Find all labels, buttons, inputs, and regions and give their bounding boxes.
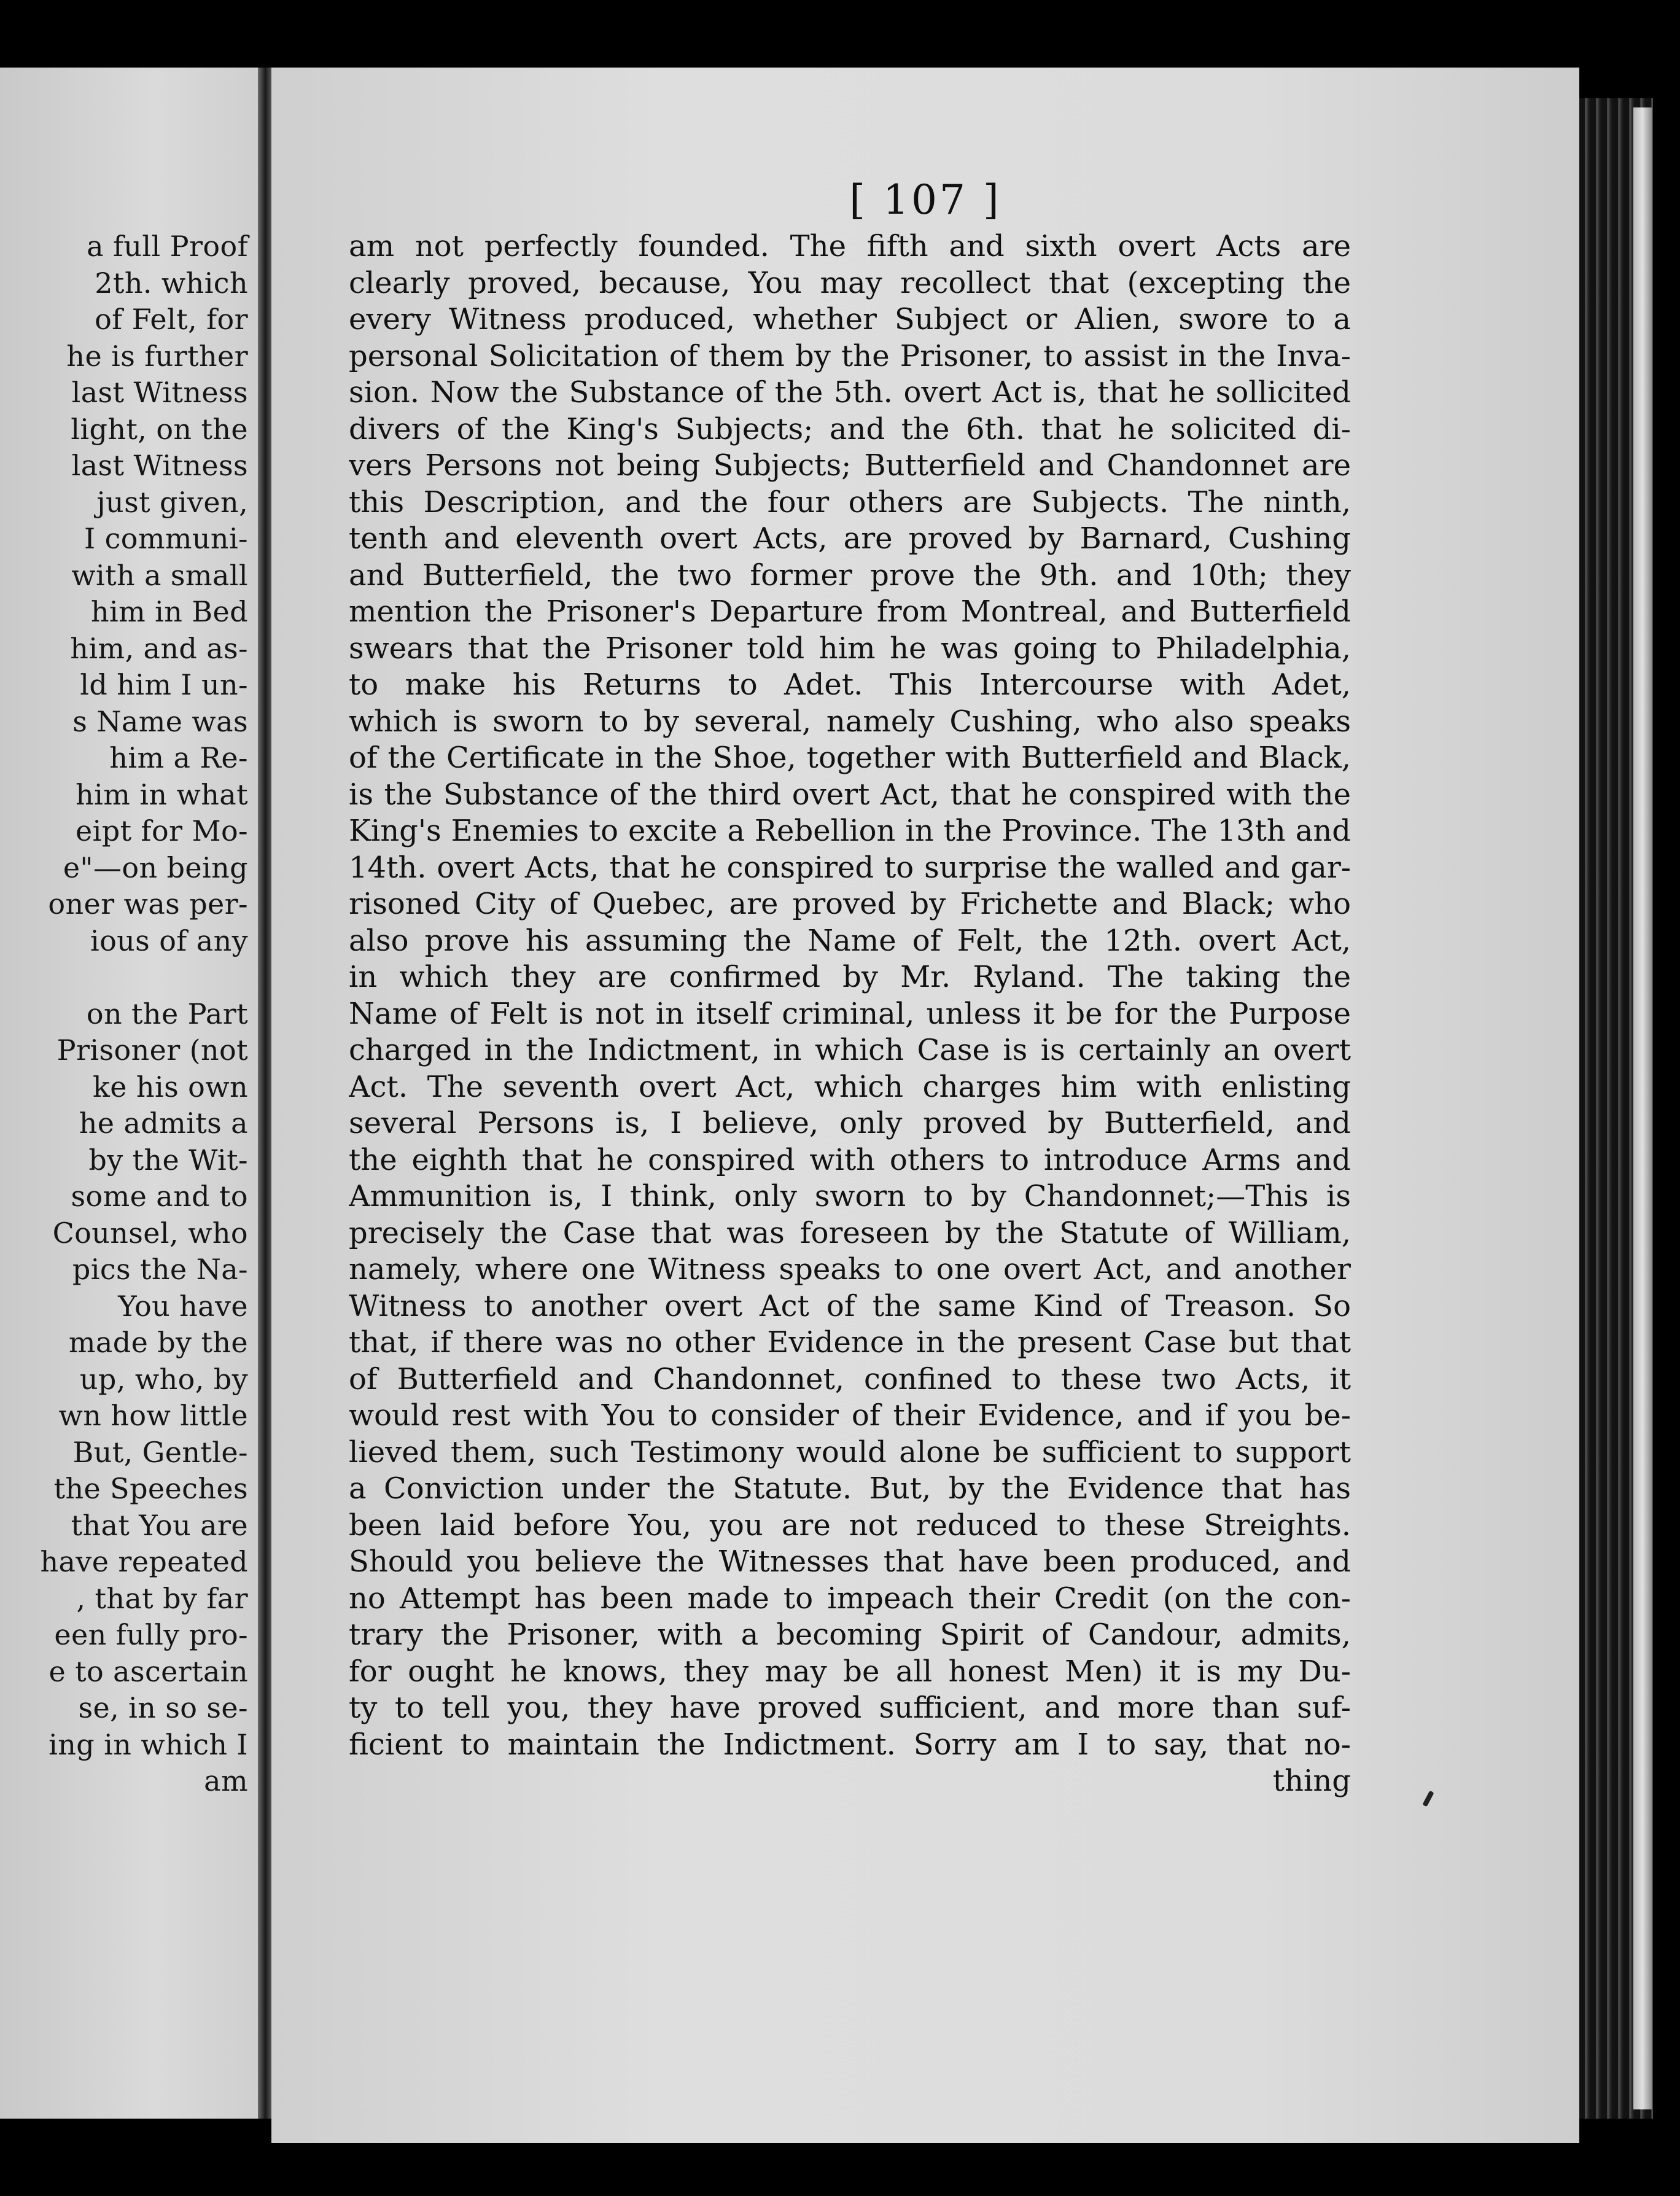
left-page-fragment — [0, 68, 258, 2119]
left-fragment-line: Prisoner (not — [56, 1034, 248, 1067]
left-fragment-line: of Felt, for — [95, 303, 248, 336]
left-fragment-line: ke his own — [93, 1070, 248, 1104]
text-line: ficient to maintain the Indictment. Sorry am I to say, that no- — [349, 1727, 1351, 1762]
text-line: 14th. overt Acts, that he conspired to surprise the walled and gar- — [349, 850, 1351, 885]
left-fragment-line: wn how little — [58, 1399, 248, 1432]
left-fragment-line: oner was per- — [48, 887, 248, 921]
book-edge-highlight — [1633, 107, 1652, 2109]
text-line: every Witness produced, whether Subject or Alien, swore to a — [349, 302, 1351, 337]
text-line: for ought he knows, they may be all honest Men) it is my Du- — [349, 1654, 1351, 1689]
text-line: also prove his assuming the Name of Felt, the 12th. overt Act, — [349, 923, 1351, 958]
text-line: Act. The seventh overt Act, which charges him with enlisting — [349, 1069, 1351, 1104]
text-line: Witness to another overt Act of the same Kind of Treason. So — [349, 1288, 1351, 1323]
left-fragment-line: ld him I un- — [80, 668, 248, 701]
left-fragment-line: pics the Na- — [72, 1253, 248, 1286]
text-line: namely, where one Witness speaks to one overt Act, and another — [349, 1252, 1351, 1287]
text-line: charged in the Indictment, in which Case is is certainly an overt — [349, 1033, 1351, 1067]
left-fragment-line: him in Bed — [90, 595, 248, 628]
text-line: mention the Prisoner's Departure from Montreal, and Butterfield — [349, 594, 1351, 629]
text-line: which is sworn to by several, namely Cushing, who also speaks — [349, 704, 1351, 739]
left-fragment-line: last Witness — [71, 449, 248, 482]
left-fragment-line: You have — [118, 1289, 248, 1323]
left-fragment-line: e to ascertain — [49, 1654, 248, 1688]
text-line: to make his Returns to Adet. This Intercourse with Adet, — [349, 668, 1351, 702]
text-line: am not perfectly founded. The fifth and sixth overt Acts are — [349, 229, 1351, 263]
left-fragment-line: se, in so se- — [78, 1691, 248, 1724]
left-fragment-line: ing in which I — [49, 1727, 248, 1761]
left-fragment-line: with a small — [71, 558, 248, 592]
left-fragment-line: last Witness — [71, 376, 248, 409]
text-line: sion. Now the Substance of the 5th. overt Act is, that he sollicited — [349, 375, 1351, 410]
page-number: [ 107 ] — [849, 176, 1001, 224]
left-fragment-line: e"—on being — [63, 851, 248, 884]
left-fragment-line: on the Part — [86, 997, 248, 1030]
left-fragment-line: the Speeches — [53, 1472, 248, 1505]
left-fragment-line: by the Wit- — [88, 1143, 248, 1177]
text-line: vers Persons not being Subjects; Butterfield and Chandonnet are — [349, 448, 1351, 483]
text-line: King's Enemies to excite a Rebellion in the Province. The 13th and — [349, 814, 1351, 848]
left-fragment-line: light, on the — [71, 412, 248, 446]
text-line: the eighth that he conspired with others to introduce Arms and — [349, 1142, 1351, 1177]
text-line: risoned City of Quebec, are proved by Frichette and Black; who — [349, 887, 1351, 921]
left-fragment-line: made by the — [68, 1326, 248, 1359]
text-line: and Butterfield, the two former prove the 9th. and 10th; they — [349, 558, 1351, 593]
left-fragment-line: some and to — [71, 1180, 248, 1213]
text-line: Should you believe the Witnesses that have been produced, and — [349, 1544, 1351, 1579]
left-fragment-line: him, and as- — [70, 631, 248, 665]
left-fragment-line: am — [204, 1764, 248, 1797]
left-fragment-line: he is further — [66, 339, 248, 373]
left-fragment-line: Counsel, who — [52, 1216, 248, 1250]
left-fragment-line: But, Gentle- — [72, 1435, 248, 1469]
left-fragment-line: that You are — [71, 1508, 248, 1542]
left-fragment-line: I communi- — [84, 522, 248, 555]
left-fragment-line: he admits a — [79, 1107, 248, 1140]
left-fragment-line: up, who, by — [79, 1362, 248, 1396]
text-line: been laid before You, you are not reduced to these Streights. — [349, 1508, 1351, 1543]
text-line: this Description, and the four others are Subjects. The ninth, — [349, 485, 1351, 520]
left-fragment-line: ious of any — [90, 924, 248, 957]
text-line: no Attempt has been made to impeach their Credit (on the con- — [349, 1581, 1351, 1616]
text-line: would rest with You to consider of their Evidence, and if you be- — [349, 1398, 1351, 1433]
left-fragment-line: him a Re- — [109, 741, 248, 774]
text-line: swears that the Prisoner told him he was going to Philadelphia, — [349, 631, 1351, 666]
left-fragment-line: , that by far — [76, 1581, 248, 1615]
left-fragment-line — [0, 959, 248, 996]
book-gutter — [258, 68, 271, 2119]
text-line: clearly proved, because, You may recollect that (excepting the — [349, 265, 1351, 300]
left-fragment-line: een fully pro- — [54, 1618, 248, 1651]
text-line: in which they are confirmed by Mr. Ryland. The taking the — [349, 960, 1351, 994]
text-line: Ammunition is, I think, only sworn to by Chandonnet;—This is — [349, 1179, 1351, 1213]
left-fragment-line: just given, — [96, 485, 248, 519]
text-line: is the Substance of the third overt Act, that he conspired with the — [349, 777, 1351, 812]
text-line: tenth and eleventh overt Acts, are proved by Barnard, Cushing — [349, 521, 1351, 556]
body-text — [349, 228, 1351, 1800]
text-line: a Conviction under the Statute. But, by the Evidence that has — [349, 1471, 1351, 1506]
text-line: trary the Prisoner, with a becoming Spirit of Candour, admits, — [349, 1618, 1351, 1652]
left-fragment-line: s Name was — [72, 704, 248, 738]
left-fragment-line: 2th. which — [95, 266, 248, 300]
text-line: divers of the King's Subjects; and the 6th. that he solicited di- — [349, 411, 1351, 446]
text-line: ty to tell you, they have proved sufficient, and more than suf- — [349, 1691, 1351, 1725]
text-line: personal Solicitation of them by the Prisoner, to assist in the Inva- — [349, 338, 1351, 373]
text-line: of Butterfield and Chandonnet, confined to these two Acts, it — [349, 1361, 1351, 1396]
left-page-text-fragments — [0, 228, 248, 1800]
text-line: of the Certificate in the Shoe, together with Butterfield and Black, — [349, 741, 1351, 775]
left-fragment-line: eipt for Mo- — [76, 814, 248, 847]
right-page — [271, 68, 1579, 2143]
text-line: lieved them, such Testimony would alone be sufficient to support — [349, 1435, 1351, 1470]
text-line: thing — [1272, 1764, 1351, 1798]
text-line: Name of Felt is not in itself criminal, unless it be for the Purpose — [349, 996, 1351, 1031]
text-line: precisely the Case that was foreseen by the Statute of William, — [349, 1215, 1351, 1250]
left-fragment-line: him in what — [76, 777, 248, 811]
text-line: several Persons is, I believe, only proved by Butterfield, and — [349, 1106, 1351, 1140]
left-fragment-line: have repeated — [40, 1545, 248, 1578]
text-line: that, if there was no other Evidence in the present Case but that — [349, 1325, 1351, 1360]
left-fragment-line: a full Proof — [87, 230, 248, 263]
